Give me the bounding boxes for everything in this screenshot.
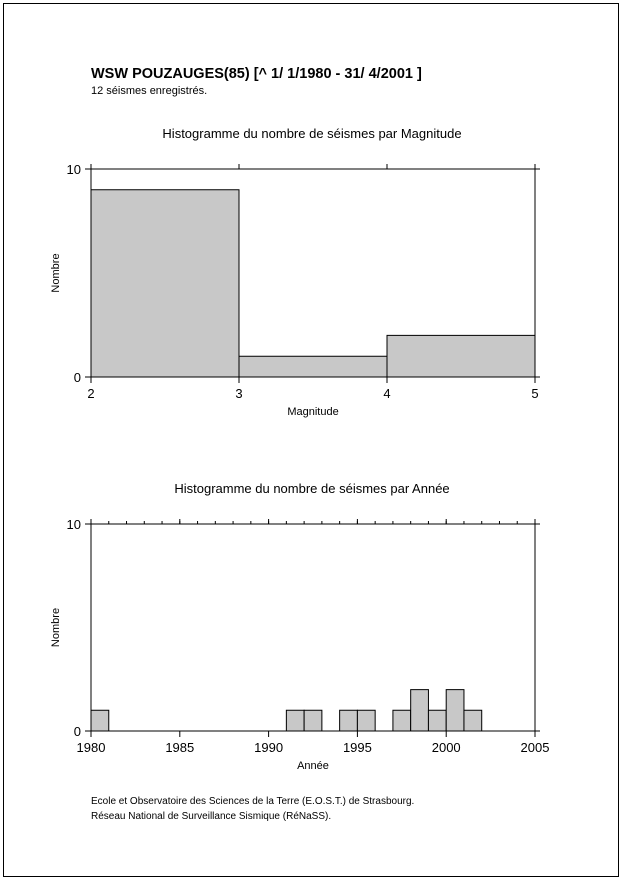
x-tick-label: 2005 bbox=[520, 740, 550, 755]
x-axis-label: Année bbox=[297, 760, 329, 772]
footer-network: Réseau National de Surveillance Sismique (RéNaSS). bbox=[91, 811, 332, 822]
y-tick-label: 10 bbox=[66, 162, 81, 177]
histogram-bar bbox=[387, 335, 535, 377]
y-axis-label: Nombre bbox=[50, 253, 62, 293]
y-tick-label: 0 bbox=[73, 724, 81, 739]
x-tick-label: 2000 bbox=[431, 740, 461, 755]
x-tick-label: 4 bbox=[383, 386, 391, 401]
x-tick-label: 1980 bbox=[76, 740, 106, 755]
x-axis-label: Magnitude bbox=[287, 406, 339, 418]
footer-institution: Ecole et Observatoire des Sciences de la Terre (E.O.S.T.) de Strasbourg. bbox=[91, 796, 415, 807]
page-subtitle: 12 séismes enregistrés. bbox=[91, 85, 208, 97]
y-axis-label: Nombre bbox=[50, 607, 62, 648]
magnitude-chart-title: Histogramme du nombre de séismes par Magnitude bbox=[162, 126, 462, 141]
x-tick-label: 1995 bbox=[342, 740, 372, 755]
year-chart-title: Histogramme du nombre de séismes par Année bbox=[174, 481, 450, 496]
x-tick-label: 1985 bbox=[165, 740, 195, 755]
x-tick-label: 5 bbox=[531, 386, 539, 401]
histogram-bar bbox=[239, 356, 387, 377]
histogram-bar bbox=[91, 190, 239, 377]
y-tick-label: 10 bbox=[66, 517, 81, 532]
page-title: WSW POUZAUGES(85) [^ 1/ 1/1980 - 31/ 4/2001 ] bbox=[91, 66, 422, 82]
x-tick-label: 2 bbox=[87, 386, 95, 401]
x-tick-label: 3 bbox=[235, 386, 243, 401]
y-tick-label: 0 bbox=[73, 370, 81, 385]
x-tick-label: 1990 bbox=[254, 740, 284, 755]
